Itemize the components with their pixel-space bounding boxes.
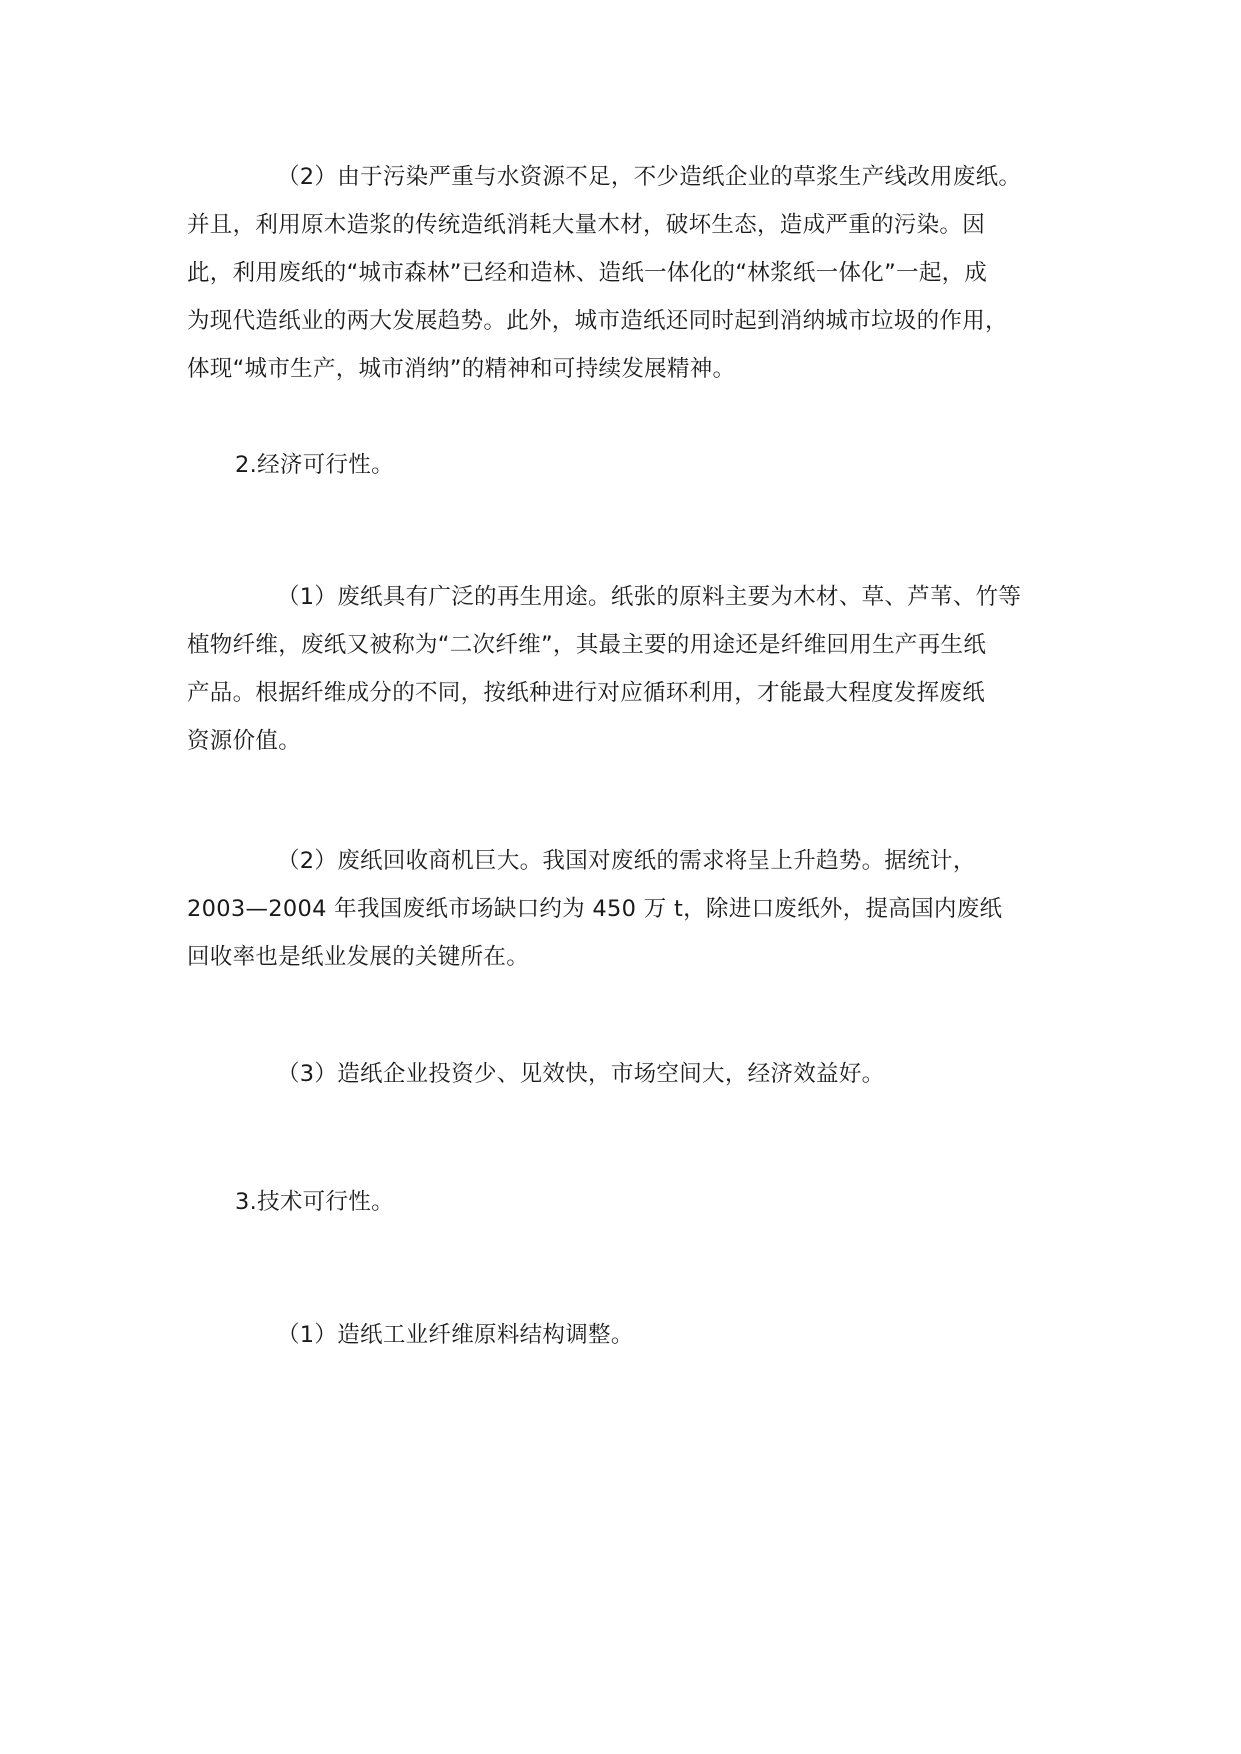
- text-line: 此，利用废纸的“城市森林”已经和造林、造纸一体化的“林浆纸一体化”一起，成: [187, 260, 988, 286]
- text-line: 并且，利用原木造浆的传统造纸消耗大量木材，破坏生态，造成严重的污染。因: [187, 212, 986, 238]
- paragraph-investment-benefits: [187, 1050, 1057, 1098]
- text-line: （1）造纸工业纤维原料结构调整。: [277, 1322, 634, 1348]
- text-line: 产品。根据纤维成分的不同，按纸种进行对应循环利用，才能最大程度发挥废纸: [187, 680, 986, 706]
- section-heading-economic-feasibility: 2.经济可行性。: [235, 452, 394, 478]
- paragraph-recycling-uses: [187, 573, 1057, 765]
- text-line: 2003—2004 年我国废纸市场缺口约为 450 万 t，除进口废纸外，提高国内废纸: [187, 896, 1003, 922]
- text-line: 回收率也是纸业发展的关键所在。: [187, 944, 530, 970]
- text-line: （2）废纸回收商机巨大。我国对废纸的需求将呈上升趋势。据统计，: [277, 848, 976, 874]
- section-heading-technical-feasibility: 3.技术可行性。: [235, 1189, 394, 1215]
- text-line: （2）由于污染严重与水资源不足，不少造纸企业的草浆生产线改用废纸。: [277, 164, 1022, 190]
- text-line: 植物纤维，废纸又被称为“二次纤维”，其最主要的用途还是纤维回用生产再生纸: [187, 632, 987, 658]
- text-line: （1）废纸具有广泛的再生用途。纸张的原料主要为木材、草、芦苇、竹等: [277, 584, 1022, 610]
- paragraph-fiber-structure: [187, 1311, 1057, 1359]
- text-line: 资源价值。: [187, 728, 302, 754]
- text-line: 体现“城市生产，城市消纳”的精神和可持续发展精神。: [187, 356, 736, 382]
- text-line: （3）造纸企业投资少、见效快，市场空间大，经济效益好。: [277, 1061, 885, 1087]
- paragraph-waste-paper-trend: [187, 153, 1057, 393]
- text-line: 为现代造纸业的两大发展趋势。此外，城市造纸还同时起到消纳城市垃圾的作用，: [187, 308, 1008, 334]
- paragraph-business-opportunity: [187, 837, 1057, 981]
